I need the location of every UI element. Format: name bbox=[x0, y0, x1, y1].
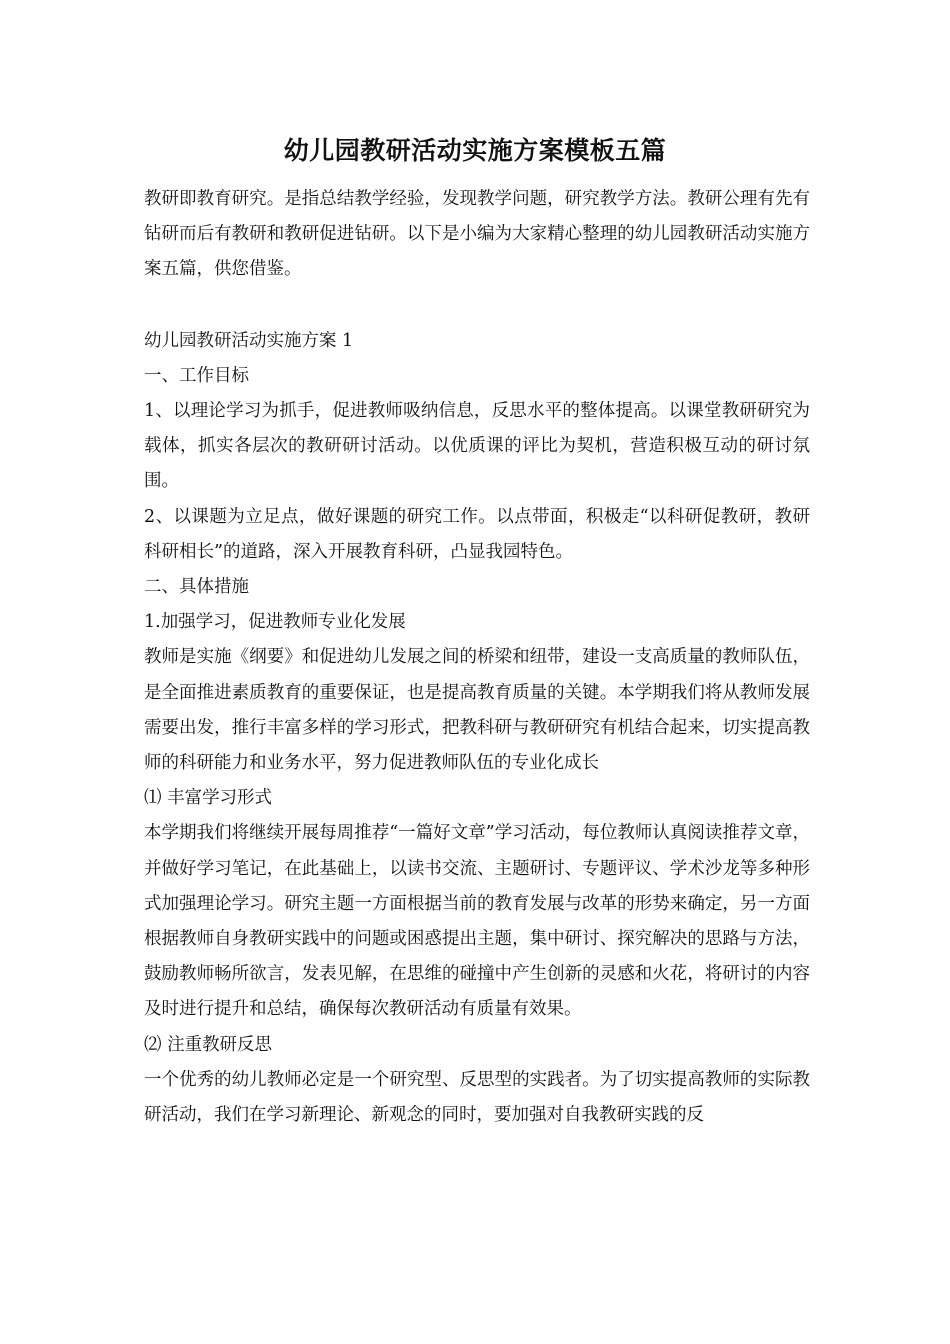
document-title: 幼儿园教研活动实施方案模板五篇 bbox=[283, 136, 667, 165]
goal-paragraph-2: 2、以课题为立足点，做好课题的研究工作。以点带面，积极走“以科研促教研，教研科研相长”的道路，深入开展教育科研，凸显我园特色。 bbox=[144, 506, 810, 562]
reflection-paragraph: 一个优秀的幼儿教师必定是一个研究型、反思型的实践者。为了切实提高教师的实际教研活动，我们在学习新理论、新观念的同时，要加强对自我教研实践的反 bbox=[144, 1069, 810, 1126]
paragraph-spacer bbox=[144, 288, 810, 324]
measure-paragraph-1: 教师是实施《纲要》和促进幼儿发展之间的桥梁和纽带，建设一支高质量的教师队伍，是全面推进素质教育的重要保证，也是提高教育质量的关键。本学期我们将从教师发展需要出发，推行丰富多样的学习形式，把教科研与教研研究有机结合起来，切实提高教师的科研能力和业务水平，努力促进教师队伍的专业化成长 bbox=[144, 647, 810, 774]
part-heading-measures: 二、具体措施 bbox=[144, 577, 249, 598]
goal-paragraph-1: 1、以理论学习为抓手，促进教师吸纳信息，反思水平的整体提高。以课堂教研研究为载体，抓实各层次的教研研讨活动。以优质课的评比为契机，营造积极互动的研讨氛围。 bbox=[144, 401, 810, 492]
subheading-reflection: ⑵ 注重教研反思 bbox=[144, 1034, 273, 1055]
subheading-learning-forms: ⑴ 丰富学习形式 bbox=[144, 788, 273, 809]
learning-forms-paragraph: 本学期我们将继续开展每周推荐“一篇好文章”学习活动，每位教师认真阅读推荐文章，并做好学习笔记，在此基础上，以读书交流、主题研讨、专题评议、学术沙龙等多种形式加强理论学习。研究主题一方面根据当前的教育发展与改革的形势来确定，另一方面根据教师自身教研实践中的问题或困惑提出主题，集中研讨、探究解决的思路与方法，鼓励教师畅所欲言，发表见解，在思维的碰撞中产生创新的灵感和火花，将研讨的内容及时进行提升和总结，确保每次教研活动有质量有效果。 bbox=[144, 823, 810, 1020]
part-heading-goals: 一、工作目标 bbox=[144, 365, 249, 386]
intro-paragraph: 教研即教育研究。是指总结教学经验，发现教学问题，研究教学方法。教研公理有先有钻研而后有教研和教研促进钻研。以下是小编为大家精心整理的幼儿园教研活动实施方案五篇，供您借鉴。 bbox=[144, 189, 810, 280]
document-body bbox=[144, 182, 810, 1133]
section-heading: 幼儿园教研活动实施方案 1 bbox=[144, 330, 354, 351]
measure-heading-1: 1.加强学习，促进教师专业化发展 bbox=[144, 612, 406, 633]
